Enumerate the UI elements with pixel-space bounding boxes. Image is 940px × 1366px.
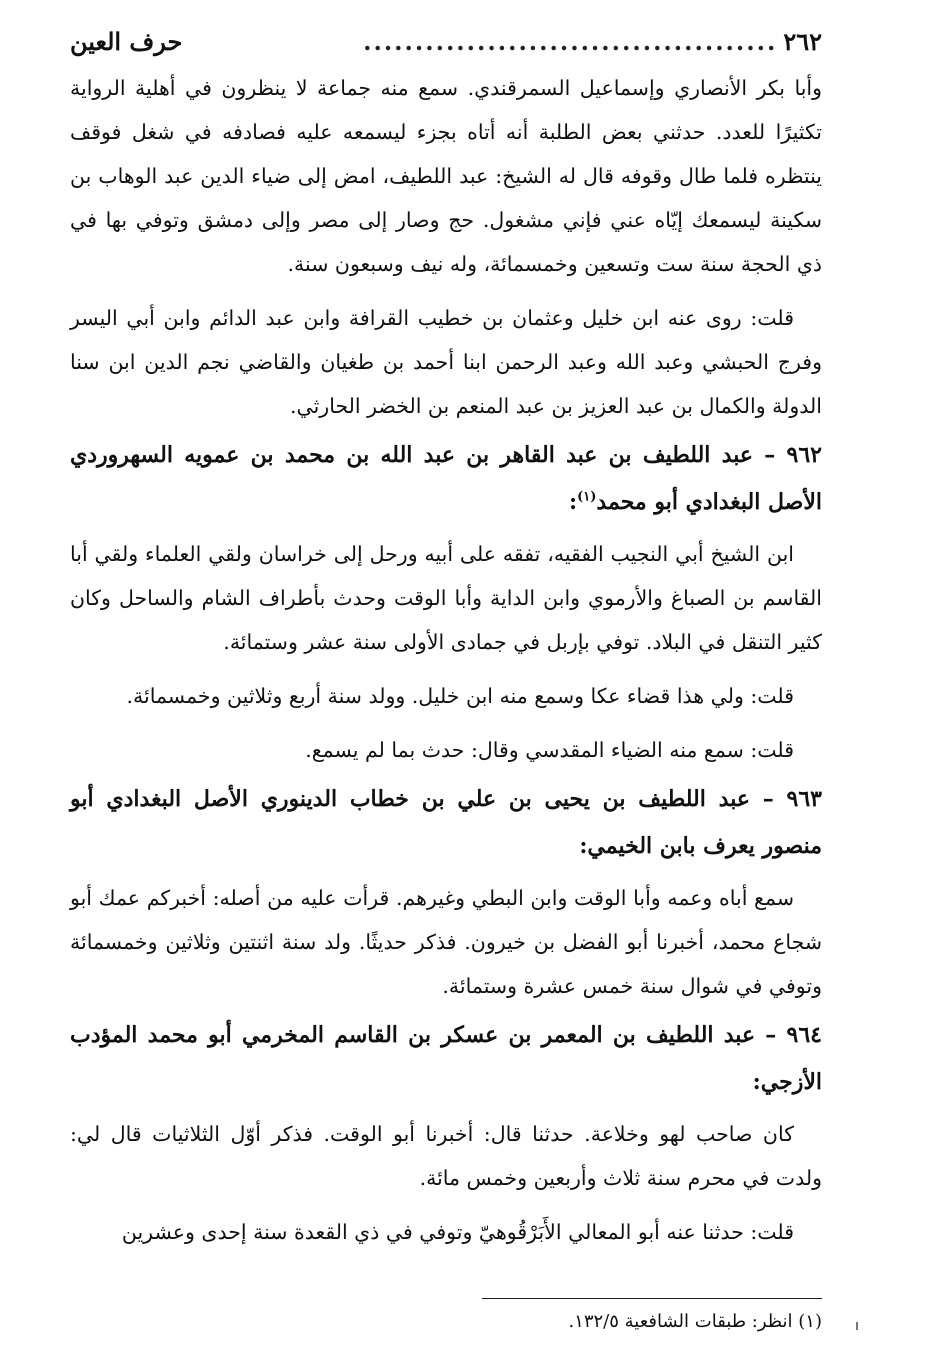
paragraph-continued: وأبا بكر الأنصاري وإسماعيل السمرقندي. سمع منه جماعة لا ينظرون في أهلية الرواية تكثيرًا للعدد. حدثني بعض الطلبة أنه أتاه بجزء ليسمعه عليه فصادفه في شغل فوقف ينتظره فلما طال وقوفه قال له الشيخ: عبد اللطيف، امض إلى ضياء الدين عبد الوهاب بن سكينة ليسمعك إيّاه عني فإني مشغول. حج وصار إلى مصر وإلى دمشق وتوفي بها في ذي الحجة سنة ست وتسعين وخمسمائة، وله نيف وسبعون سنة. [70,76,822,276]
entry-962-note-1: قلت: ولي هذا قضاء عكا وسمع منه ابن خليل. وولد سنة أربع وثلاثين وخمسمائة. [126,684,794,708]
entry-964-note: قلت: حدثنا عنه أبو المعالي الأَبَرْقُوهيّ وتوفي في ذي القعدة سنة إحدى وعشرين [121,1220,794,1244]
book-page [70,22,822,1366]
entry-963-title: ٩٦٣ – عبد اللطيف بن يحيى بن علي بن خطاب الدينوري الأصل البغدادي أبو منصور يعرف بابن الخيمي: [70,786,822,859]
page-number: ٢٦٢ [783,27,822,56]
entry-963-paragraph: سمع أباه وعمه وأبا الوقت وابن البطي وغيرهم. قرأت عليه من أصله: أخبركم عمك أبو شجاع محمد، أخبرنا أبو الفضل بن خيرون. فذكر حديثًا. ولد سنة اثنتين وثلاثين وخمسمائة وتوفي في شوال سنة خمس عشرة وستمائة. [70,886,822,998]
entry-964-title: ٩٦٤ – عبد اللطيف بن المعمر بن عسكر بن القاسم المخرمي أبو محمد المؤدب الأزجي: [70,1022,822,1095]
running-title: حرف العين [70,27,183,56]
page-header [70,22,822,66]
entry-962-note-2: قلت: سمع منه الضياء المقدسي وقال: حدث بما لم يسمع. [305,738,794,762]
entry-962-title [70,432,822,526]
paragraph-note: قلت: روى عنه ابن خليل وعثمان بن خطيب القرافة وابن عبد الدائم وابن أبي اليسر وفرج الحبشي وعبد الله وعبد الرحمن ابنا أحمد بن طغيان والقاضي نجم الدين ابن سنا الدولة والكمال بن عبد العزيز بن عبد المنعم بن الخضر الحارثي. [70,306,822,418]
footnote-divider [482,1298,822,1299]
entry-964-paragraph: كان صاحب لهو وخلاعة. حدثنا قال: أخبرنا أبو الوقت. فذكر أوّل الثلاثيات قال لي: ولدت في محرم سنة ثلاث وأربعين وخمس مائة. [70,1122,822,1190]
footnote-ref: (١) [577,489,597,505]
entry-962-title-text: ٩٦٢ – عبد اللطيف بن عبد القاهر بن عبد الله بن محمد بن عمويه السهروردي الأصل البغدادي أبو محمد [70,442,822,515]
margin-mark [856,1322,858,1330]
footnote: (١) انظر: طبقات الشافعية ١٣٢/٥. [568,1311,822,1332]
entry-962-title-end: : [569,489,578,515]
header-leader-dots: ........................................ [363,27,778,56]
entry-962-paragraph: ابن الشيخ أبي النجيب الفقيه، تفقه على أبيه ورحل إلى خراسان ولقي العلماء ولقي أبا القاسم بن الصباغ والأرموي وابن الداية وأبا الوقت وحدث بأطراف الشام والساحل وكان كثير التنقل في البلاد. توفي بإربل في جمادى الأولى سنة عشر وستمائة. [70,542,822,654]
